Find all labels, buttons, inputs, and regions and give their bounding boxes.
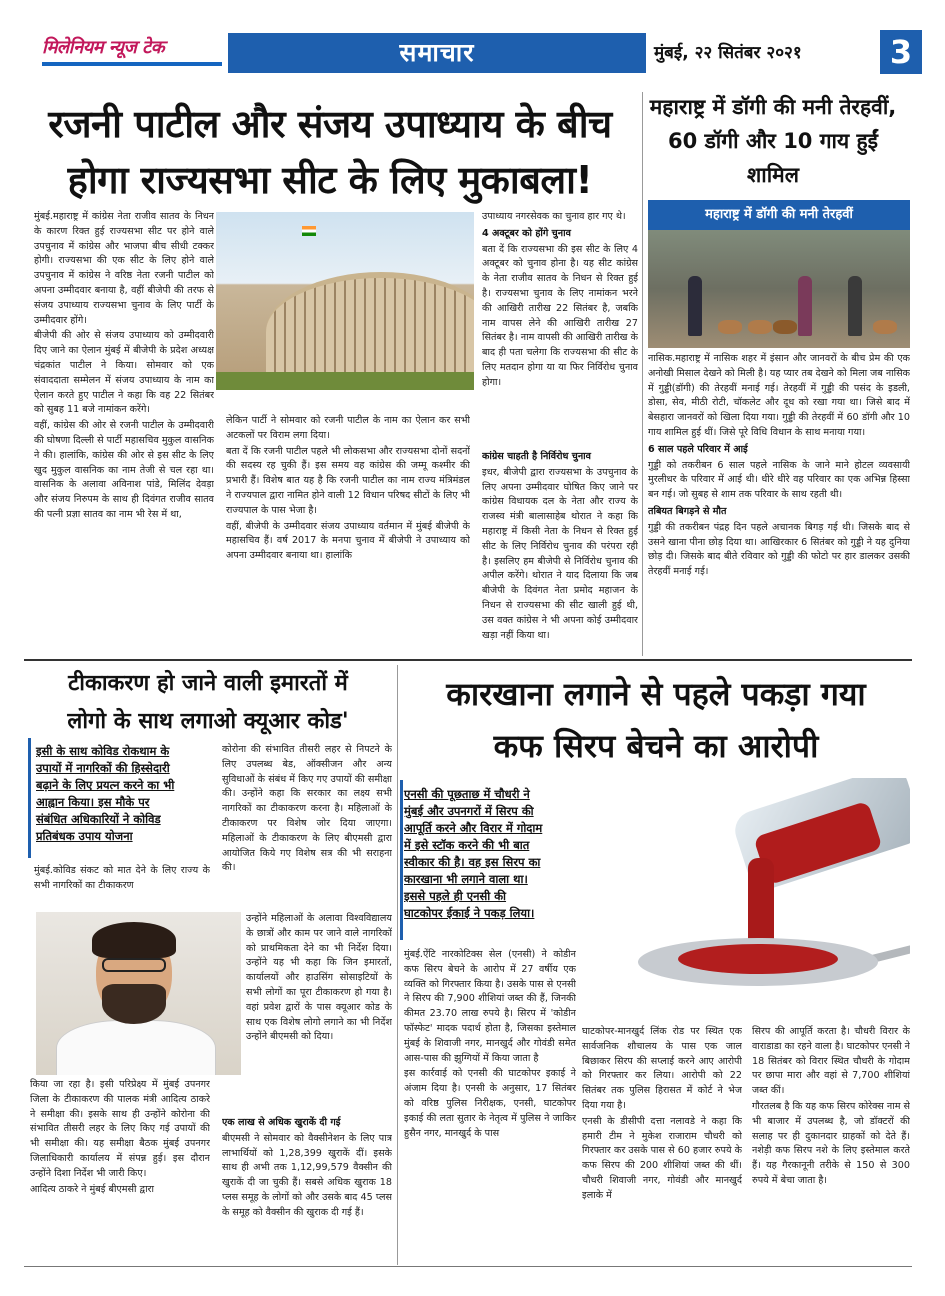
main-story-col1 [34, 210, 214, 650]
dateline: मुंबई, २२ सितंबर २०२१ [654, 43, 802, 63]
paragraph: आदित्य ठाकरे ने मुंबई बीएमसी द्वारा [30, 1183, 154, 1195]
cough-syrup-headline [402, 668, 910, 772]
lawn [216, 372, 474, 390]
brand-underline [42, 62, 222, 66]
deck-line: मुंबई और उपनगरों में सिरप की [404, 804, 534, 818]
main-story-col3-bottom [482, 448, 638, 654]
subheading: कांग्रेस चाहती है निर्विरोध चुनाव [482, 451, 591, 462]
deck-line: में इसे स्टॉक करने की भी बात [404, 838, 530, 852]
main-story-col3-top [482, 210, 638, 450]
aaditya-thackeray-photo [36, 912, 241, 1075]
paragraph: गौरतलब है कि यह कफ सिरप कोरेक्स नाम से भी बाजार में उपलब्ध है, जो डॉक्टरों की सलाह पर ही दुकानदार ग्राहकों को देते हैं। नशेड़ी कफ सिरप नशे के लिए इस्तेमाल करते हैं। यह गैरकानूनी तरीके से 150 से 300 रुपये में बेचा जाता है। [752, 1100, 910, 1186]
deck-line: आह्वान किया। इस मौके पर [36, 795, 150, 809]
dog-ceremony-photo [648, 200, 910, 348]
paragraph: सिरप की आपूर्ति करता है। चौधरी विरार के वाराडाडा का रहने वाला है। घाटकोपर एनसी ने 18 सितंबर को विरार स्थित चौधरी के गोदाम पर छापा मारा और वहां से 7,700 शीशियां जब्त कीं। [752, 1026, 910, 1097]
deck-line: उपायों में नागरिकों की हिस्सेदारी [36, 761, 170, 775]
page-number: 3 [880, 30, 922, 74]
dog-icon [748, 320, 772, 334]
paragraph: गुड्डी को तकरीबन 6 साल पहले नासिक के जाने माने होटल व्यवसायी मुरलीधर के परिवार में आई थी। धीरे धीरे वह परिवार का एक अभिन्न हिस्सा बन गई। जो सुबह से शाम तक परिवार के साथ रहती थी। [648, 459, 910, 501]
paragraph: किया जा रहा है। इसी परिप्रेक्ष्य में मुंबई उपनगर जिला के टीकाकरण की पालक मंत्री आदित्य ठाकरे ने समीक्षा की। इसके साथ ही उन्होंने कोरोना की संभावित तीसरी लहर के लिए किए गई उपायों की भी समीक्षा की। यह समीक्षा बैठक मुंबई उपनगर जिलाधिकारी कार्यालय में संपन्न हुई। इस दौरान उन्होंने दिशा निर्देश भी जारी किए। [30, 1079, 210, 1179]
paragraph: कोरोना की संभावित तीसरी लहर से निपटने के लिए उपलब्ध बेड, ऑक्सीजन और अन्य सुविधाओं के संबंध में किए गए उपायों की समीक्षा की। उन्होंने कहा कि सरकार का लक्ष्य सभी नागरिकों का टीकाकरण करना है। महिलाओं के टीकाकरण पर विशेष जोर दिया जाएगा। महिलाओं के टीकाकरण के लिए बीएमसी द्वारा आयोजित किये गए विशेष सत्र की भी सराहना की। [222, 744, 392, 874]
paragraph: नासिक.महाराष्ट्र में नासिक शहर में इंसान और जानवरों के बीच प्रेम की एक अनोखी मिसाल देखने को मिली है। यह प्यार तब देखने को मिला जब नासिक में गुड्डी(डॉगी) की तेरहवीं मनाई गई। तेरहवीं में गुड्डी की पसंद के इडली, डोसा, सेव, मीठी रोटी, चॉकलेट और दूध को रखा गया था। जिसे बाद में बेसहारा जानवरों को खिला दिया गया। गुड्डी की तेरहवीं में 60 डॉगी और 10 गाय शामिल हुई थीं। जिसे पूरे विधि विधान के साथ मनाया गया। [648, 353, 910, 438]
parliament-building [266, 272, 474, 372]
cough-syrup-deck [404, 786, 574, 922]
photo-banner: महाराष्ट्र में डॉगी की मनी तेरहवीं [648, 200, 910, 230]
subheading: 4 अक्टूबर को होंगे चुनाव [482, 227, 571, 239]
deck-line: स्वीकार की है। वह इस सिरप का [404, 855, 541, 869]
vaccination-headline-line2: लोगो के साथ लगाओ क्यूआर कोड' [67, 709, 349, 734]
cough-headline-line1: कारखाना लगाने से पहले पकड़ा गया [446, 675, 866, 713]
deck-line: प्रतिबंधक उपाय योजना [36, 829, 133, 843]
column-divider [642, 92, 643, 656]
deck-line: एनसी की पूछताछ में चौधरी ने [404, 787, 530, 801]
dog-story-body [648, 352, 910, 652]
deck-line: आपूर्ति करने और विरार में गोदाम [404, 821, 543, 835]
deck-line: संबंधित अधिकारियों ने कोविड [36, 812, 161, 826]
hair [92, 922, 176, 958]
paragraph: घाटकोपर-मानखुर्द लिंक रोड पर स्थित एक सार्वजनिक शौचालय के पास एक जाल बिछाकर सिरप की सप्लाई करने आए आरोपी को गिरफ्तार कर लिया। आरोपी को 22 सितंबर तक पुलिस हिरासत में कोर्ट ने भेज दिया गया है। [582, 1026, 742, 1111]
deck-line: घाटकोपर ईकाई ने पकड़ लिया। [404, 906, 535, 920]
main-headline [24, 96, 636, 208]
vaccination-col1-bottom [30, 1078, 210, 1258]
deck-line: इससे पहले ही एनसी की [404, 889, 507, 903]
person [798, 276, 812, 336]
vaccination-headline [18, 665, 398, 741]
paragraph: गुड्डी की तकरीबन पंद्रह दिन पहले अचानक बिगड़ गई थी। जिसके बाद से उसने खाना पीना छोड़ दिया था। आखिरकार 6 सितंबर को गुड्डी ने यह दुनिया छोड़ दी। जिसके बाद बीते रविवार को गुड्डी की फोटो पर हार डालकर उसकी तेरहवीं मनाई गई। [648, 521, 910, 578]
deck-line: कारखाना भी लगाने वाला था। [404, 872, 528, 886]
paragraph: बीजेपी की ओर से संजय उपाध्याय को उम्मीदवारी दिए जाने का ऐलान मुंबई में बीजेपी के प्रदेश अध्यक्ष चंद्रकांत पाटील ने किया। सोमवार को एक संवाददाता सम्मेलन में संजय उपाध्याय के नाम का ऐलान करते हुए पाटील ने कहा कि वह 22 सितंबर को सुबह 11 बजे नामांकन करेंगे। [34, 330, 214, 416]
deck-line: इसी के साथ कोविड रोकथाम के [36, 744, 170, 758]
dog-headline: महाराष्ट्र में डॉगी की मनी तेरहवीं, 60 डॉगी और 10 गाय हुईं शामिल [649, 95, 897, 187]
paragraph: उपाध्याय नगरसेवक का चुनाव हार गए थे। [482, 211, 626, 222]
paragraph: बीएमसी ने सोमवार को वैक्सीनेशन के लिए पात्र लाभार्थियों को 1,28,399 खुराकें दीं। इसके साथ ही अभी तक 1,12,99,579 वैक्सीन की खुराकें दी जा चुकी हैं। सबसे अधिक खुराक 18 प्लस समूह के लोगों को और उसके बाद 45 प्लस के समूह को वैक्सीन की खुराक दी गई हैं। [222, 1132, 392, 1218]
vaccination-intro [34, 864, 210, 908]
main-headline-line2: होगा राज्यसभा सीट के लिए मुकाबला! [67, 158, 593, 202]
parliament-photo [216, 212, 474, 390]
paragraph: मुंबई.ऐंटि नारकोटिक्स सेल (एनसी) ने कोडीन कफ सिरप बेचने के आरोप में 27 वर्षीय एक व्यक्ति को गिरफ्तार किया है। उसके पास से एनसी ने सिरप की 7,900 शीशियां जब्त की हैं, जिनकी कीमत 23.70 लाख रुपये है। सिरप में 'कोडीन फॉस्फेट' मादक पदार्थ होता है, जिसका इस्तेमाल मुंबई के शिवाजी नगर, मानखुर्द और गोवंडी समेत आस-पास की झुग्गियों में किया जाता है [404, 949, 576, 1064]
cough-headline-line2: कफ सिरप बेचने का आरोपी [493, 727, 819, 765]
masthead [22, 30, 922, 74]
vaccination-deck [36, 743, 196, 845]
section-divider [24, 659, 912, 661]
main-headline-line1: रजनी पाटील और संजय उपाध्याय के बीच [48, 102, 612, 146]
column-divider [397, 665, 398, 1265]
deck-line: बढ़ाने के लिए प्रयत्न करने का भी [36, 778, 175, 792]
paragraph: एनसी के डीसीपी दत्ता नलावडे ने कहा कि हमारी टीम ने मुकेश राजाराम चौधरी को गिरफ्तार कर उसके पास से 60 हजार रुपये के कफ सिरप की 200 शीशियां जब्त की थीं। चौधरी शिवाजी नगर, गोवंडी और मानखुर्द इलाके में [582, 1115, 742, 1201]
page-bottom-rule [24, 1266, 912, 1267]
paragraph: उन्होंने महिलाओं के अलावा विश्वविद्यालय के छात्रों और काम पर जाने वाले नागरिकों को प्राथमिकता देने का भी निर्देश दिया। उन्होंने यह भी कहा कि जिन इमारतों, कार्यालयों और हाउसिंग सोसाइटियों के सभी लोगों का पूरा टीकाकरण हो गया है। वहां प्रवेश द्वारों के पास क्यूआर कोड के साथ एक विशेष लोगो लगाने का भी निर्देश उन्होंने बीएमसी को दिया। [246, 913, 392, 1043]
dog-icon [773, 320, 797, 334]
flag-icon [302, 226, 316, 236]
shirt [56, 1020, 216, 1075]
paragraph: मुंबई.कोविड संकट को मात देने के लिए राज्य के सभी नागरिकों का टीकाकरण [34, 865, 210, 891]
cough-story-col2 [582, 1025, 742, 1260]
vaccination-col2-top [222, 743, 392, 908]
section-title: समाचार [228, 33, 646, 73]
cough-story-col1 [404, 948, 576, 1258]
vaccination-headline-line1: टीकाकरण हो जाने वाली इमारतों में [68, 671, 348, 696]
vaccination-col2-bottom [222, 1114, 392, 1260]
paragraph: वहीं, बीजेपी के उम्मीदवार संजय उपाध्याय वर्तमान में मुंबई बीजेपी के महासचिव हैं। वर्ष 2017 के मनपा चुनाव में बीजेपी ने उपाध्याय को अपना उम्मीदवार बनाया था। हालांकि [226, 520, 470, 562]
paragraph: बता दें कि रजनी पाटील पहले भी लोकसभा और राज्यसभा दोनों सदनों की सदस्य रह चुकी हैं। इस समय वह कांग्रेस की जम्मू कश्मीर की प्रभारी हैं। विशेष बात यह है कि रजनी पाटील का नाम राज्य मंत्रिमंडल ने राज्यपाल द्वारा नामित होने वाली 12 विधान परिषद सीटों के लिए भी राज्यपाल के पास भेजा है। [226, 445, 470, 516]
vaccination-col2-mid [246, 912, 392, 1112]
subheading: तबियत बिगड़ने से मौत [648, 505, 727, 517]
paragraph: वहीं, कांग्रेस की ओर से रजनी पाटील के उम्मीदवारी की घोषणा दिल्ली से पार्टी महासचिव मुकुल वासनिक ने की। हालांकि, कांग्रेस की ओर से इस सीट के लिए खुद मुकुल वासनिक का नाम तेजी से चल रहा था। वासनिक के अलावा अविनाश पांडे, मिलिंद देवड़ा और संजय निरुपम के साथ ही दिवंगत राजीव सातव की पत्नी प्रज्ञा सातव का नाम भी रेस में था, [34, 420, 214, 520]
dog-icon [718, 320, 742, 334]
beard [102, 984, 166, 1024]
person [848, 276, 862, 336]
cough-syrup-photo [598, 778, 910, 1018]
main-story-col2 [226, 414, 470, 654]
cough-story-col3 [752, 1025, 910, 1260]
person [688, 276, 702, 336]
paragraph: इधर, बीजेपी द्वारा राज्यसभा के उपचुनाव के लिए अपना उम्मीदवार घोषित किए जाने पर कांग्रेस विधायक दल के नेता और राज्य के राजस्व मंत्री बालासाहेब थोरात ने कहा कि महाराष्ट्र में किसी नेता के निधन से रिक्त हुई सीट के लिए निर्विरोध चुनाव की परंपरा रही है। इसलिए हम बीजेपी से निर्विरोध चुनाव की अपील करेंगे। थोरात ने याद दिलाया कि जब बीजेपी के दिवंगत नेता प्रमोद महाजन के निधन से राज्यसभा की सीट खाली हुई थी, उस वक्त कांग्रेस ने भी अपना कोई उम्मीदवार खड़ा नहीं किया था। [482, 466, 638, 641]
paragraph: इस कार्रवाई को एनसी की घाटकोपर इकाई ने अंजाम दिया है। एनसी के अनुसार, 17 सितंबर को वरिष्ठ पुलिस निरीक्षक, एनसी, घाटकोपर इकाई की लता सुतार के नेतृत्व में पुलिस ने जाकिर हुसैन नगर, मानखुर्द के पास [404, 1068, 576, 1139]
paragraph: लेकिन पार्टी ने सोमवार को रजनी पाटील के नाम का ऐलान कर सभी अटकलों पर विराम लगा दिया। [226, 415, 470, 441]
subheading: एक लाख से अधिक खुराकें दी गई [222, 1117, 341, 1128]
glasses-icon [102, 958, 166, 972]
syrup-in-spoon [678, 944, 838, 974]
subheading: 6 साल पहले परिवार में आई [648, 443, 748, 455]
paragraph: बता दें कि राज्यसभा की इस सीट के लिए 4 अक्टूबर को चुनाव होना है। यह सीट कांग्रेस के नेता राजीव सातव के निधन से रिक्त हुई है। राज्यसभा चुनाव के लिए नामांकन भरने की आखिरी तारीख 22 सितंबर है, जबकि नाम वापस लेने की आखिरी तारीख 27 सितंबर है। नाम वापसी की आखिरी तारीख के बाद ही पता चलेगा कि राज्यसभा की सीट के लिए मतदान होगा या या फिर निर्विरोध चुनाव होगा। [482, 243, 638, 388]
brand-name: मिलेनियम न्यूज टेक [42, 37, 165, 58]
paragraph: मुंबई.महाराष्ट्र में कांग्रेस नेता राजीव सातव के निधन के कारण रिक्त हुई राज्यसभा सीट पर होने वाले उपचुनाव में कांग्रेस और भाजपा बीच सीधी टक्कर होगी। राज्यसभा की एक सीट के लिए होने वाले उपचुनाव में कांग्रेस ने वरिष्ठ नेता रजनी पाटील को अपना उम्मीदवार बनाया है, वहीं बीजेपी की तरफ से संजय उपाध्याय राज्यसभा चुनाव के लिए पार्टी के उम्मीदवार होंगे। [34, 211, 214, 326]
dog-icon [873, 320, 897, 334]
